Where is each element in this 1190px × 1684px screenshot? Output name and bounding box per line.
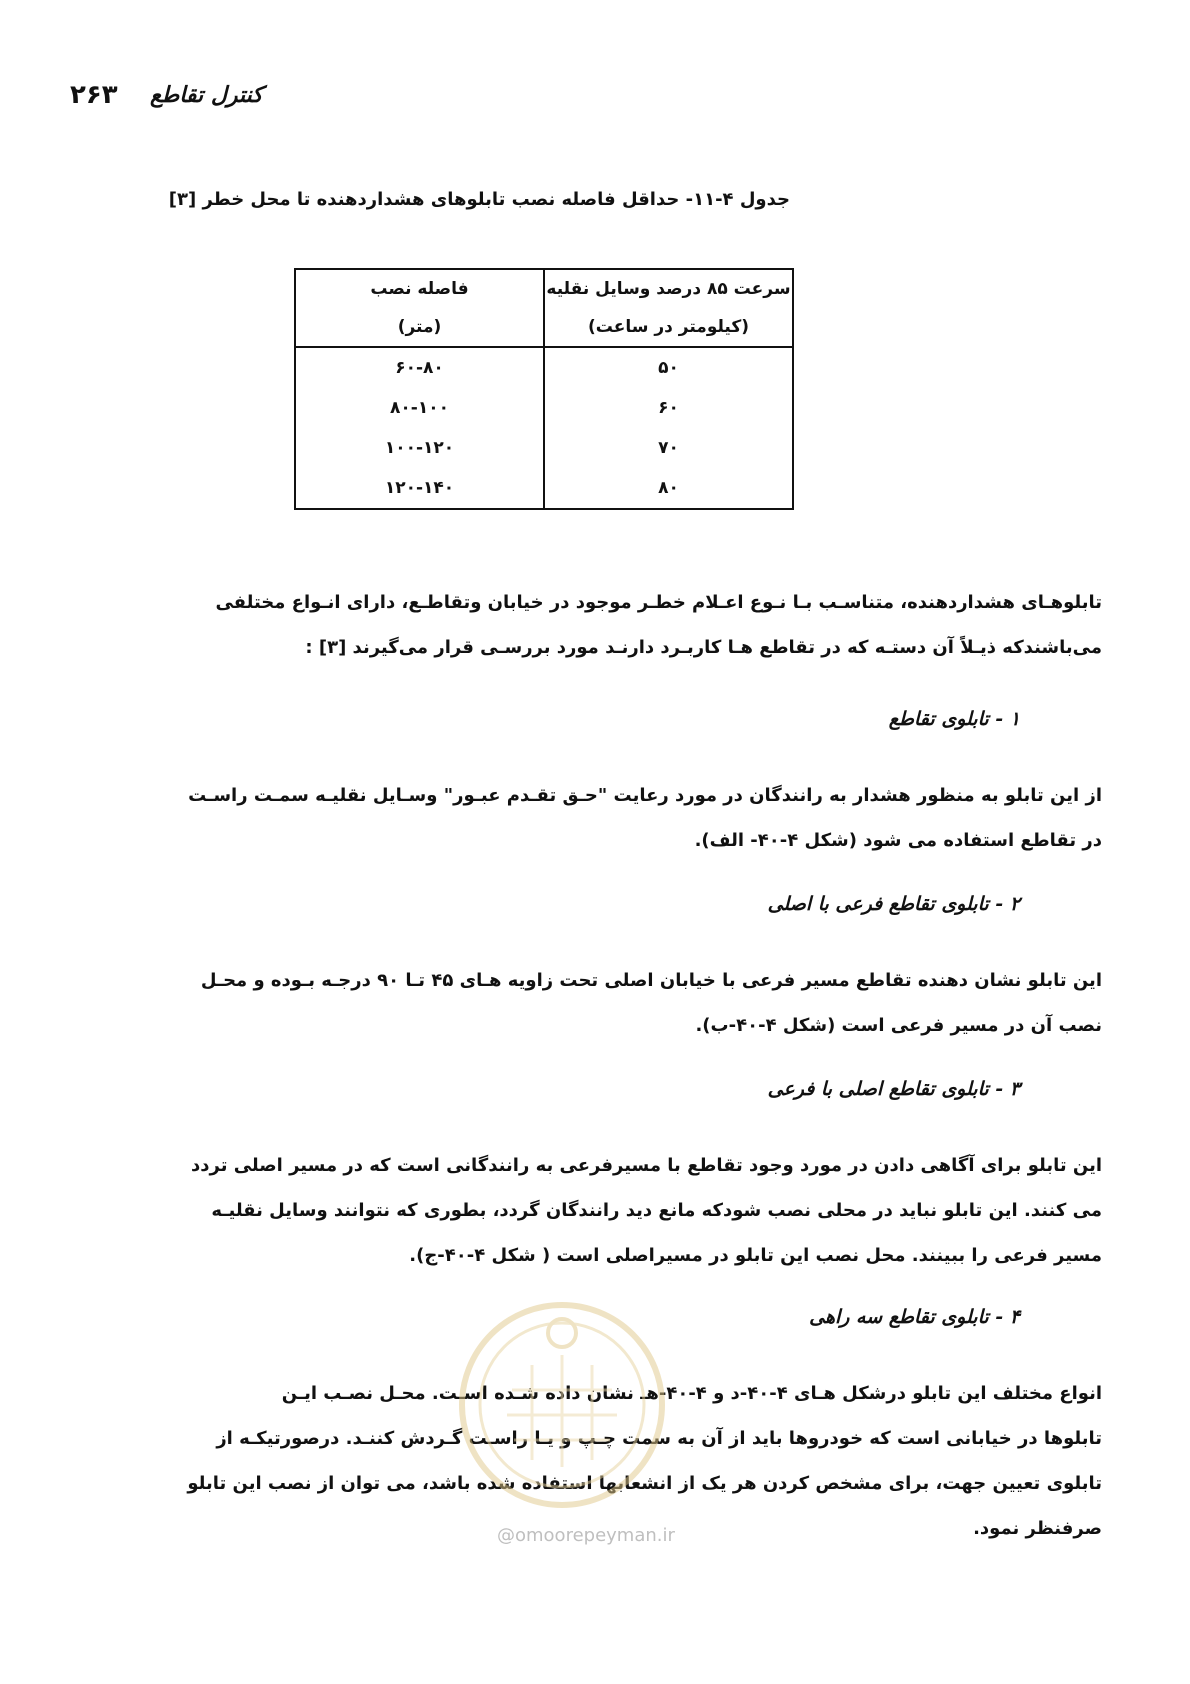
speed-cell: ۶۰ <box>544 388 793 428</box>
text-line: تابلوی تعیین جهت، برای مشخص کردن هر یک از انشعابها استفاده شده باشد، می توان از نصب این تابلو <box>187 1473 1102 1494</box>
speed-cell: ۷۰ <box>544 428 793 468</box>
table-unit-row <box>295 308 793 347</box>
section-heading-4: ۴ - تابلوی تقاطع سه راهی <box>809 1306 1020 1328</box>
text-line: نصب آن در مسیر فرعی است (شکل ۴-۴۰-ب). <box>695 1015 1102 1036</box>
table-row <box>295 428 793 468</box>
text-line: می کنند. این تابلو نباید در محلی نصب شودکه مانع دید رانندگان گردد، بطوری که نتوانند وسایل نقلیـه <box>211 1200 1102 1221</box>
distance-unit: (متر) <box>295 308 544 347</box>
text-line: تابلوهـای هشداردهنده، متناسـب بـا نـوع اعـلام خطـر موجود در خیابان وتقاطـع، دارای انـواع مختلفی <box>215 592 1102 613</box>
table-row <box>295 347 793 388</box>
table-header-row <box>295 269 793 308</box>
section-heading-1: ۱ - تابلوی تقاطع <box>888 708 1020 730</box>
text-line: تابلوها در خیابانی است که خودروها باید از آن به سمت چـپ و یـا راسـت گـردش کننـد. درصورتیکـه از <box>216 1428 1102 1449</box>
distance-table <box>294 268 794 510</box>
table-caption: جدول ۴-۱۱- حداقل فاصله نصب تابلوهای هشداردهنده تا محل خطر [۳] <box>168 189 790 210</box>
watermark-url: @omoorepeyman.ir <box>497 1525 675 1546</box>
section-paragraph-2 <box>92 958 1102 1048</box>
text-line: این تابلو نشان دهنده تقاطع مسیر فرعی با خیابان اصلی تحت زاویه هـای ۴۵ تـا ۹۰ درجـه بـوده و محـل <box>200 970 1102 991</box>
section-paragraph-1 <box>92 773 1102 863</box>
section-heading-2: ۲ - تابلوی تقاطع فرعی با اصلی <box>767 893 1020 915</box>
speed-unit: (کیلومتر در ساعت) <box>544 308 793 347</box>
page-number: ۲۶۳ <box>70 80 118 110</box>
text-line: می‌باشندکه ذیـلاً آن دستـه که در تقاطع هـا کاربـرد دارنـد مورد بررسـی قرار می‌گیرند [۳] : <box>305 637 1102 658</box>
running-title: کنترل تقاطع <box>150 82 263 108</box>
text-line: انواع مختلف این تابلو درشکل هـای ۴-۴۰-د و ۴-۴۰-هـ نشان داده شـده اسـت. محـل نصـب ایـن <box>281 1383 1102 1404</box>
distance-cell: ۶۰-۸۰ <box>395 358 444 378</box>
distance-cell: ۸۰-۱۰۰ <box>390 398 449 418</box>
text-line: از این تابلو به منظور هشدار به رانندگان در مورد رعایت "حـق تقـدم عبـور" وسـایل نقلیـه سمـت راسـت <box>188 785 1102 806</box>
text-line: این تابلو برای آگاهی دادن در مورد وجود تقاطع با مسیرفرعی به رانندگانی است که در مسیر اصلی تردد <box>191 1155 1102 1176</box>
distance-cell: ۱۲۰-۱۴۰ <box>384 478 455 498</box>
text-line: در تقاطع استفاده می شود (شکل ۴-۴۰- الف). <box>694 830 1102 851</box>
distance-cell: ۱۰۰-۱۲۰ <box>384 438 455 458</box>
speed-cell: ۵۰ <box>544 347 793 388</box>
speed-cell: ۸۰ <box>544 468 793 509</box>
table-row <box>295 468 793 509</box>
section-paragraph-4 <box>92 1371 1102 1551</box>
distance-column-header: فاصله نصب <box>370 279 469 299</box>
speed-column-header: سرعت ۸۵ درصد وسایل نقلیه <box>544 269 793 308</box>
text-line: صرفنظر نمود. <box>973 1518 1102 1539</box>
section-paragraph-3 <box>92 1143 1102 1278</box>
table-row <box>295 388 793 428</box>
section-heading-3: ۳ - تابلوی تقاطع اصلی با فرعی <box>767 1078 1020 1100</box>
text-line: مسیر فرعی را ببینند. محل نصب این تابلو در مسیراصلی است ( شکل ۴-۴۰-ج). <box>409 1245 1102 1266</box>
intro-paragraph <box>92 580 1102 670</box>
